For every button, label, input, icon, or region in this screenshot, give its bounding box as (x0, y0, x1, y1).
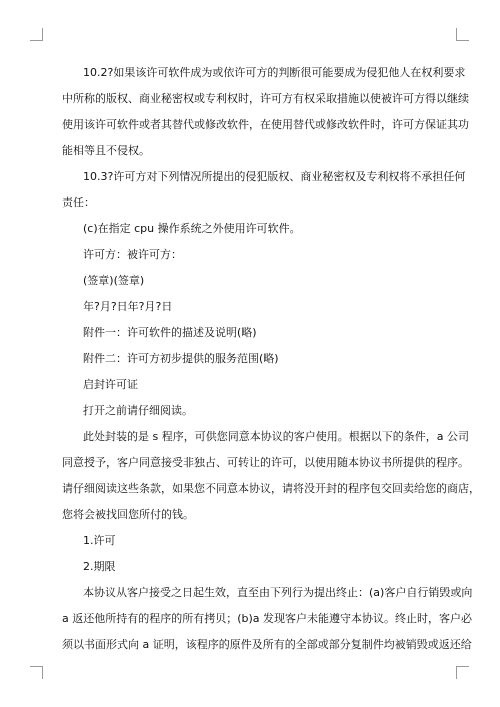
text-line: 10.3?许可方对下列情况所提出的侵犯版权、商业秘密权及专利权将不承担任何 (83, 170, 466, 183)
text-line: 请仔细阅读这些条款，如果您不同意本协议，请将没开封的程序包交回卖给您的商店， (62, 482, 480, 495)
crop-mark-top-right (456, 28, 469, 41)
text-line: 此处封装的是 s 程序，可供您同意本协议的客户使用。根据以下的条件，a 公司 (83, 430, 469, 443)
crop-mark-top-left (30, 28, 43, 41)
text-line: (c)在指定 cpu 操作系统之外使用许可软件。 (83, 222, 301, 235)
text-line: 须以书面形式向 a 证明，该程序的原件及所有的全部或部分复制件均被销毁或返还给 (62, 638, 472, 651)
text-line: 本协议从客户接受之日起生效，直至由下列行为提出终止：(a)客户自行销毁或向 (83, 586, 473, 599)
document-body (62, 66, 480, 664)
text-line: 同意授予，客户同意接受非独占、可转让的许可，以使用随本协议书所提供的程序。 (62, 456, 469, 469)
text-line: 启封许可证 (83, 378, 138, 391)
text-line: 2.期限 (83, 560, 116, 573)
text-line: (签章)(签章) (83, 274, 145, 287)
text-line: 使用该许可软件或者其替代或修改软件，在使用替代或修改软件时，许可方保证其功 (62, 118, 469, 131)
text-line: 责任： (62, 196, 95, 209)
text-line: 能相等且不侵权。 (62, 144, 150, 157)
text-line: 打开之前请仔细阅读。 (83, 404, 193, 417)
text-line: 10.2?如果该许可软件成为或依许可方的判断很可能要成为侵犯他人在权利要求 (83, 66, 466, 79)
text-line: 附件二：许可方初步提供的服务范围(略) (83, 352, 279, 365)
text-line: 您将会被找回您所付的钱。 (62, 508, 194, 521)
text-line: 附件一：许可软件的描述及说明(略) (83, 326, 257, 339)
crop-mark-bottom-right (456, 666, 469, 679)
crop-mark-bottom-left (30, 666, 43, 679)
text-line: 年?月?日年?月?日 (83, 300, 173, 313)
text-line: 许可方：被许可方： (83, 248, 182, 261)
text-line: 1.许可 (83, 534, 116, 547)
text-line: a 返还他所持有的程序的所有拷贝；(b)a 发现客户未能遵守本协议。终止时，客户必 (62, 612, 473, 625)
text-line: 中所称的版权、商业秘密权或专利权时，许可方有权采取措施以使被许可方得以继续 (62, 92, 469, 105)
